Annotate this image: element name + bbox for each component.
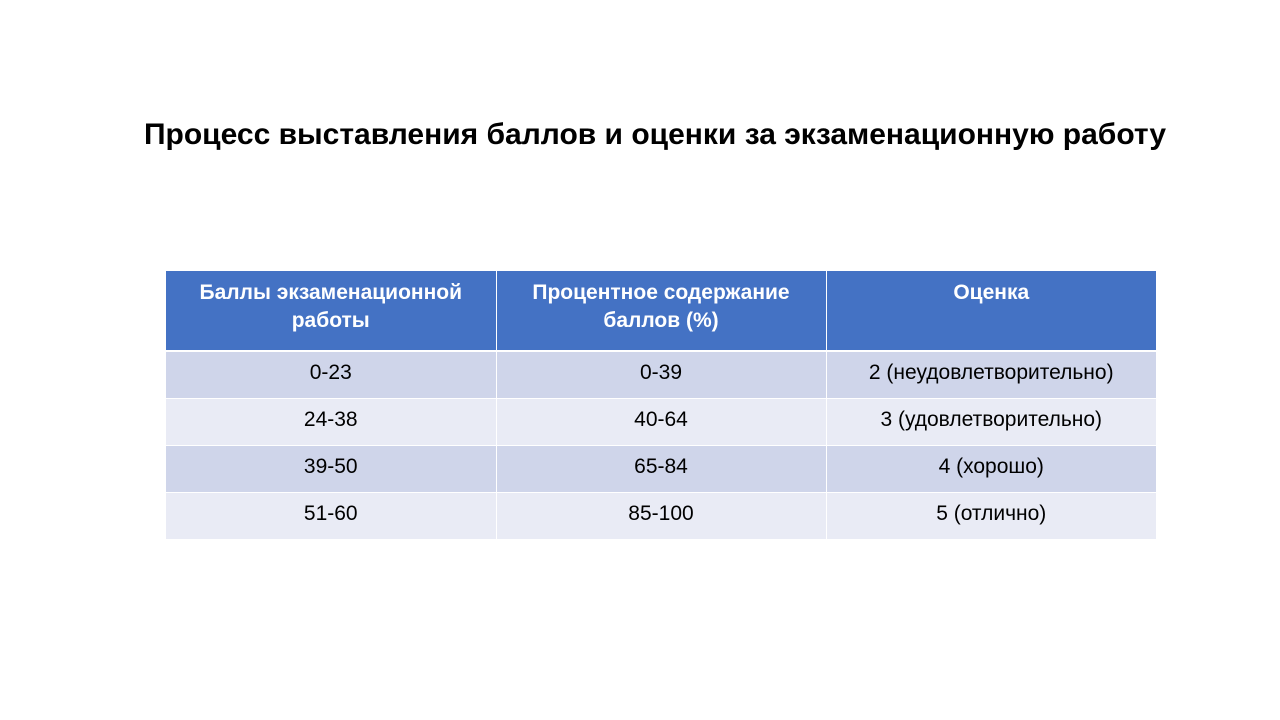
table-header-row bbox=[166, 271, 1156, 351]
slide-title: Процесс выставления баллов и оценки за экзаменационную работу bbox=[143, 118, 1167, 151]
cell-grade: 4 (хорошо) bbox=[826, 445, 1156, 492]
table-row bbox=[166, 445, 1156, 492]
header-grade: Оценка bbox=[826, 271, 1156, 351]
table-row bbox=[166, 398, 1156, 445]
header-exam-points: Баллы экзаменационной работы bbox=[166, 271, 496, 351]
cell-percent: 0-39 bbox=[496, 351, 826, 398]
cell-points: 0-23 bbox=[166, 351, 496, 398]
cell-points: 24-38 bbox=[166, 398, 496, 445]
cell-grade: 2 (неудовлетворительно) bbox=[826, 351, 1156, 398]
cell-percent: 65-84 bbox=[496, 445, 826, 492]
header-percent: Процентное содержание баллов (%) bbox=[496, 271, 826, 351]
cell-percent: 85-100 bbox=[496, 492, 826, 539]
table-row bbox=[166, 351, 1156, 398]
grading-table bbox=[166, 271, 1156, 540]
cell-points: 39-50 bbox=[166, 445, 496, 492]
cell-percent: 40-64 bbox=[496, 398, 826, 445]
cell-grade: 5 (отлично) bbox=[826, 492, 1156, 539]
cell-grade: 3 (удовлетворительно) bbox=[826, 398, 1156, 445]
cell-points: 51-60 bbox=[166, 492, 496, 539]
table-row bbox=[166, 492, 1156, 539]
